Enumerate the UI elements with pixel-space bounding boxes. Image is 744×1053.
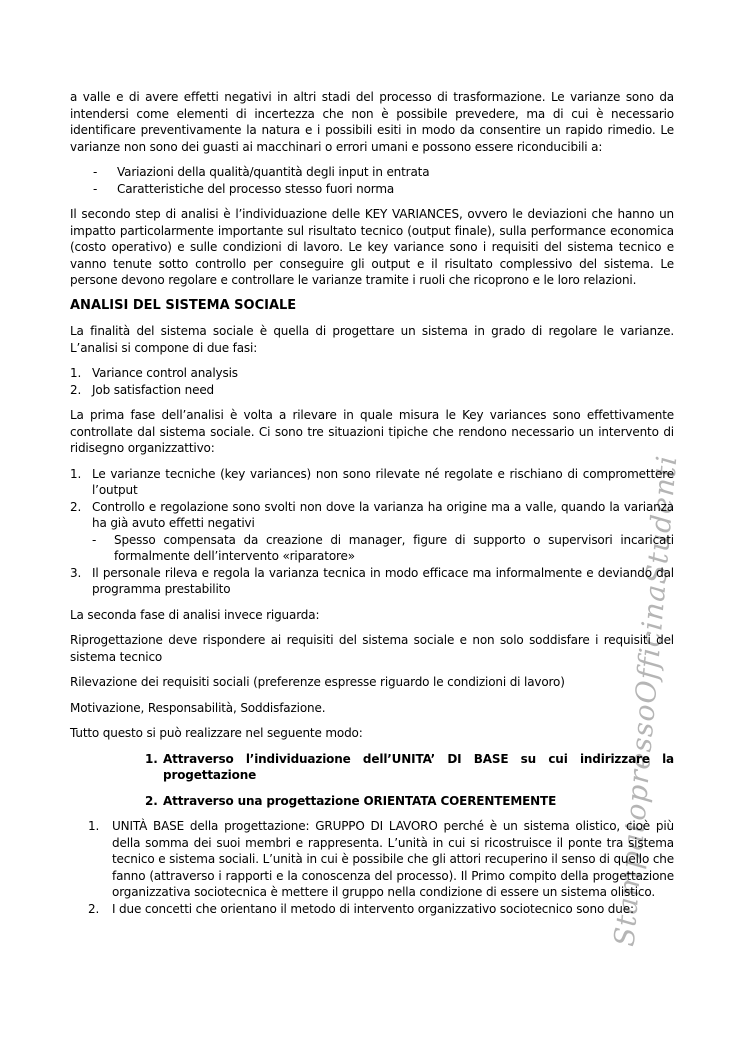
list-item-text: Variance control analysis (92, 366, 238, 380)
list-item-text: I due concetti che orientano il metodo di intervento organizzativo sociotecnico sono due: (112, 901, 634, 916)
paragraph: Rilevazione dei requisiti sociali (preferenze espresse riguardo le condizioni di lavoro) (70, 675, 565, 689)
list-marker: - (92, 532, 97, 547)
list-item (70, 499, 674, 532)
list-item-text: Caratteristiche del processo stesso fuori norma (117, 181, 395, 196)
list-marker: 1. (70, 466, 82, 481)
list-marker: 1. (70, 366, 82, 380)
list-item-text: Job satisfaction need (92, 382, 215, 397)
list-item (70, 466, 674, 499)
list-marker-spacer (70, 532, 92, 565)
list-item (145, 751, 674, 784)
list-num (70, 466, 674, 598)
list-item-text: UNITÀ BASE della progettazione: GRUPPO DI LAVORO perché è un sistema olistico, cioè più della somma dei suoi membri e rappresenta. L’unità in cui si ricostruisce il ponte tra sistema tecnico e sistema sociali. L’unità in cui è possibile che gli attori recuperino il senso di quello che fanno (attraverso i rapporti e la conoscenza del processo). Il Primo compito della progettazione organizzativa sociotecnica è mettere il gruppo nella condizione di essere un sistema olistico. (112, 819, 674, 899)
paragraph: Riprogettazione deve rispondere ai requisiti del sistema sociale e non solo soddisfare i requisiti del sistema tecnico (70, 633, 674, 664)
list-item-text: Controllo e regolazione sono svolti non dove la varianza ha origine ma a valle, quando la varianza ha già avuto effetti negativi (92, 499, 674, 530)
paragraph: Tutto questo si può realizzare nel seguente modo: (70, 726, 363, 740)
paragraph: La prima fase dell’analisi è volta a rilevare in quale misura le Key variances sono effettivamente controllate dal sistema sociale. Ci sono tre situazioni tipiche che rendono necessario un intervento di ridisegno organizzattivo: (70, 408, 674, 455)
list-item (92, 532, 674, 565)
list-marker: 2. (145, 793, 158, 808)
list-item-sub-wrap (70, 532, 674, 565)
paragraph: Il secondo step di analisi è l’individuazione delle KEY VARIANCES, ovvero le deviazioni che hanno un impatto particolarmente importante sul risultato tecnico (output finale), sulla performance economica (costo operativo) e sulle condizioni di lavoro. Le key variance sono i requisiti del sistema tecnico e vanno tenute sotto controllo per conseguire gli output e il risultato complessivo del sistema. Le persone devono regolare e controllare le varianze tramite i ruoli che ricoprono e le loro relazioni. (70, 207, 674, 287)
list-num-wide (88, 818, 674, 917)
list-item-text: Variazioni della qualità/quantità degli input in entrata (117, 165, 430, 179)
list-marker: - (93, 181, 98, 196)
document-body (70, 89, 674, 926)
paragraph: Motivazione, Responsabilità, Soddisfazione. (70, 700, 326, 715)
sub-list-holder (92, 532, 674, 565)
list-marker: 2. (70, 499, 82, 514)
list-marker: 3. (70, 565, 82, 580)
paragraph: La finalità del sistema sociale è quella di progettare un sistema in grado di regolare le varianze. L’analisi si compone di due fasi: (70, 324, 674, 355)
list-marker: 1. (88, 819, 100, 833)
list-marker: 2. (88, 901, 100, 916)
list-item-text: Attraverso una progettazione ORIENTATA COERENTEMENTE (163, 793, 557, 808)
list-item (145, 793, 674, 810)
watermark: StampatopressoOfficinaStudenti (607, 453, 684, 948)
list-marker: - (93, 165, 98, 179)
list-dash (93, 164, 674, 197)
list-sub (92, 532, 674, 565)
list-item (93, 164, 674, 181)
list-marker: 1. (145, 751, 158, 766)
list-item-text: Spesso compensata da creazione di manager, figure di supporto o supervisori incaricati formalmente dell’intervento «riparatore» (114, 532, 674, 563)
list-item (70, 365, 674, 382)
paragraph: a valle e di avere effetti negativi in altri stadi del processo di trasformazione. Le varianze sono da intendersi come elementi di incertezza che non è possibile prevedere, ma di cui è necessario identificare preventivamente la natura e i possibili esiti in modo da consentire un rapido rimedio. Le varianze non sono dei guasti ai macchinari o errori umani e possono essere riconducibili a: (70, 90, 674, 154)
list-item (88, 901, 674, 918)
section-heading: ANALISI DEL SISTEMA SOCIALE (70, 297, 297, 313)
list-item-text: Attraverso l’individuazione dell’UNITA’ DI BASE su cui indirizzare la progettazione (163, 751, 674, 782)
list-item-text: Il personale rileva e regola la varianza tecnica in modo efficace ma informalmente e deviando dal programma prestabilito (92, 565, 674, 596)
list-num (70, 365, 674, 398)
list-marker: 2. (70, 382, 82, 397)
list-item (88, 818, 674, 901)
list-bold-num (145, 751, 674, 810)
list-item (70, 382, 674, 399)
paragraph: La seconda fase di analisi invece riguarda: (70, 607, 320, 622)
list-item (70, 565, 674, 598)
list-item-text: Le varianze tecniche (key variances) non sono rilevate né regolate e rischiano di compromettere l’output (92, 466, 674, 497)
list-item (93, 181, 674, 198)
